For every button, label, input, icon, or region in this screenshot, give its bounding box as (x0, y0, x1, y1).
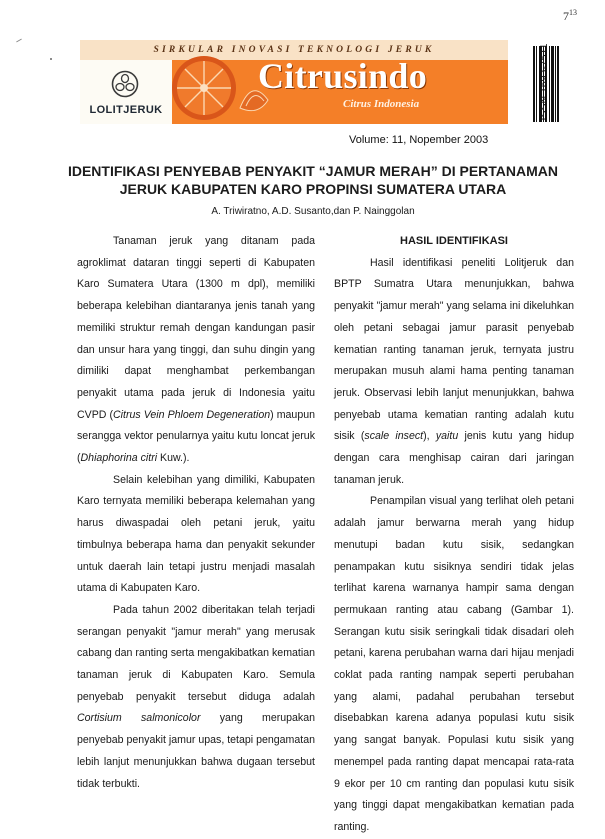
body-paragraph: Hasil identifikasi peneliti Lolitjeruk dan BPTP Sumatra Utara menunjukkan, bahwa penyakit "jamur merah" yang selama ini dikeluhkan oleh petani sebagai jamur parasit penyebab kematian ranting tanaman jeruk, ternyata justru merupakan musuh alami hama penting tanaman jeruk. Observasi lebih lanjut menunjukkan, bahwa penyebab utama kematian ranting adalah kutu sisik (scale insect), yaitu jenis kutu yang hidup dengan cara menghisap cairan dari jaringan tanaman jeruk. (334, 256, 574, 486)
lolitjeruk-logo-icon (110, 70, 140, 98)
article-title-line-2: JERUK KABUPATEN KARO PROPINSI SUMATERA UTARA (119, 181, 507, 197)
right-column (334, 231, 574, 839)
section-heading: HASIL IDENTIFIKASI (400, 235, 508, 247)
logo-text: LOLITJERUK (89, 104, 163, 116)
logo-panel (80, 60, 172, 124)
page-number: $7^{13}$ (563, 8, 577, 23)
left-column (77, 231, 315, 795)
body-paragraph: Selain kelebihan yang dimiliki, Kabupaten Karo ternyata memiliki beberapa kelemahan yang harus diwaspadai oleh petani jeruk, yaitu timbulnya beberapa hama dan penyakit sekunder untuk daerah lain tetapi justru menjadi masalah utama di Kabupaten Karo. (77, 473, 315, 595)
barcode-icon (530, 44, 560, 124)
page-number-sup: 13 (569, 8, 577, 17)
article-authors: A. Triwiratno, A.D. Susanto,dan P. Nainggolan (211, 206, 415, 217)
brand-name: Citrusindo (258, 56, 428, 96)
pen-mark (16, 39, 22, 43)
masthead-tagline: SIRKULAR INOVASI TEKNOLOGI JERUK (153, 45, 435, 55)
issn-block (508, 40, 560, 124)
volume-line: Volume: 11, Nopember 2003 (349, 134, 489, 146)
speck-mark (50, 58, 52, 60)
article-title-line-1: IDENTIFIKASI PENYEBAB PENYAKIT “JAMUR MERAH” DI PERTANAMAN (67, 163, 559, 179)
body-paragraph: Pada tahun 2002 diberitakan telah terjadi serangan penyakit "jamur merah" yang merusak cabang dan ranting serta mengakibatkan kematian tanaman jeruk di Kabupaten Karo. Semula penyebab penyakit tersebut diduga adalah Cortisium salmonicolor yang merupakan penyebab penyakit jamur upas, tetapi pengamatan lebih lanjut menunjukkan bahwa dugaan tersebut tidak terbukti. (77, 603, 315, 790)
masthead-banner (80, 40, 508, 124)
body-paragraph: Penampilan visual yang terlihat oleh petani adalah jamur berwarna merah yang hidup menutupi badan kutu sisik, sedangkan penampakan kutu sisiknya sendiri tidak jelas terlihat karena warnanya hampir sama dengan permukaan ranting atau cabang (Gambar 1). Serangan kutu sisik seringkali tidak disadari oleh petani, karena perubahan warna dari hijau menjadi coklat pada ranting nampak seperti perubahan yang alami, padahal perubahan tersebut disebabkan karena adanya populasi kutu sisik yang sangat banyak. Populasi kutu sisik yang menempel pada ranting dapat mencapai rata-rata 9 ekor per 10 cm ranting dan populasi kutu sisik yang tinggi dapat mengakibatkan kematian pada ranting. (334, 495, 574, 833)
article-title (48, 162, 578, 198)
brand-subtitle: Citrus Indonesia (343, 98, 420, 110)
body-paragraph: Tanaman jeruk yang ditanam pada agroklimat dataran tinggi seperti di Kabupaten Karo Sumatera Utara (1300 m dpl), memiliki beberapa kelebihan diantaranya jenis tanah yang memiliki struktur remah dengan kandungan pasir dan unsur hara yang tinggi, dan suhu dingin yang dimiliki dapat menghambat perkembangan penyakit utama pada jeruk di Indonesia yaitu CVPD (Citrus Vein Phloem Degeneration) maupun serangga vektor penularnya yaitu kutu loncat jeruk (Dhiaphorina citri Kuw.). (77, 235, 315, 465)
